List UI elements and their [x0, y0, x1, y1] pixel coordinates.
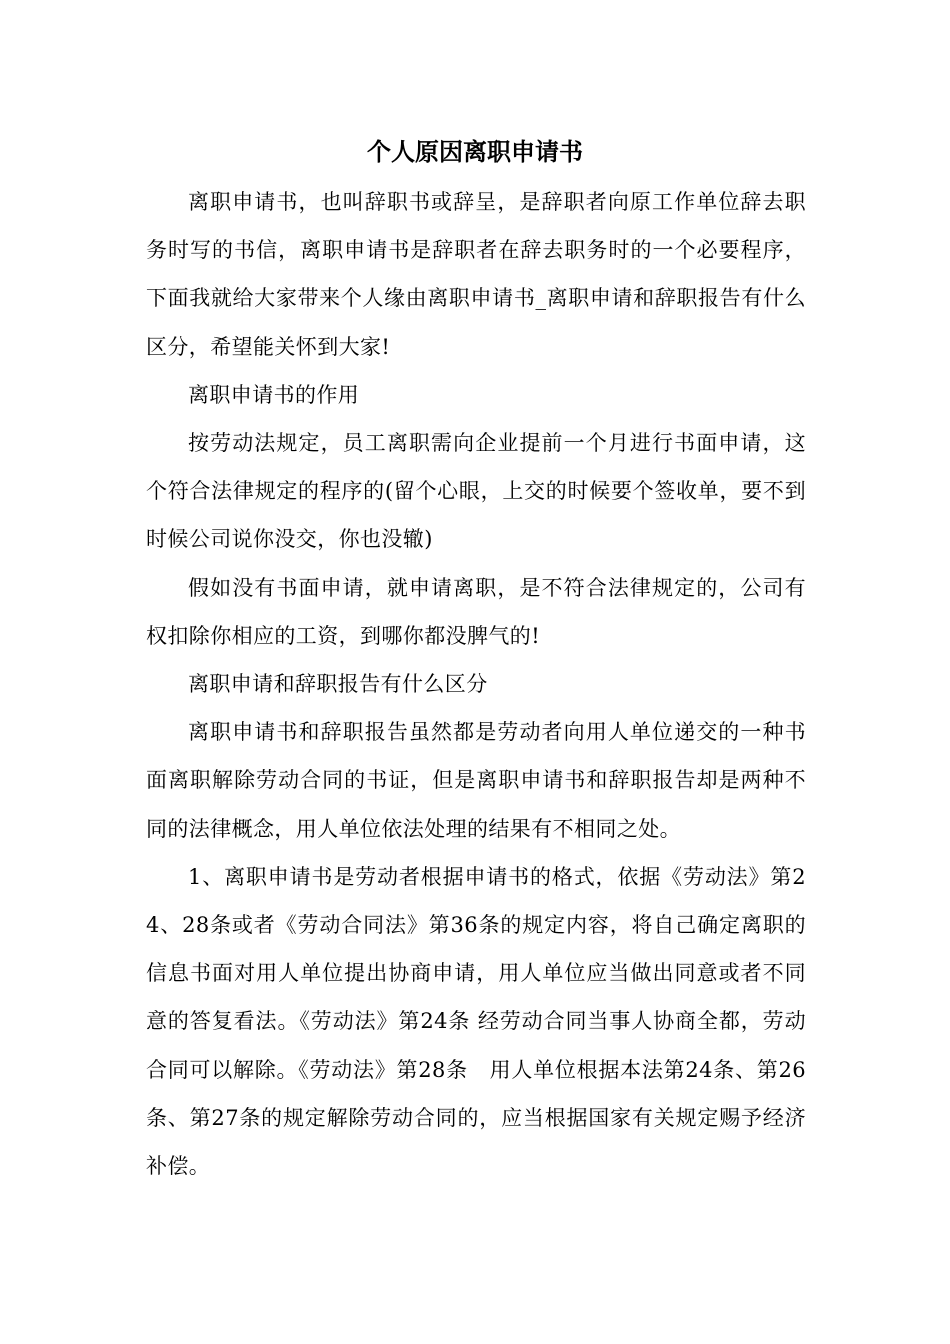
section-heading-purpose: 离职申请书的作用 [188, 382, 360, 407]
section-heading-difference: 离职申请和辞职报告有什么区分 [188, 672, 488, 697]
paragraph-difference: 离职申请书和辞职报告虽然都是劳动者向用人单位递交的一种书面离职解除劳动合同的书证，但是离职申请书和辞职报告却是两种不同的法律概念，用人单位依法处理的结果有不相同之处。 [146, 720, 806, 841]
paragraph-point-1: 1、离职申请书是劳动者根据申请书的格式，依据《劳动法》第24、28条或者《劳动合同法》第36条的规定内容，将自己确定离职的信息书面对用人单位提出协商申请，用人单位应当做出同意或者不同意的答复看法。《劳动法》第24条 经劳动合同当事人协商全都，劳动合同可以解除。《劳动法》第28条 用人单位根据本法第24条、第26条、第27条的规定解除劳动合同的，应当根据国家有关规定赐予经济补偿。 [146, 864, 806, 1179]
paragraph-no-written-request: 假如没有书面申请，就申请离职，是不符合法律规定的，公司有权扣除你相应的工资，到哪你都没脾气的! [146, 575, 806, 648]
paragraph-labor-law: 按劳动法规定，员工离职需向企业提前一个月进行书面申请，这个符合法律规定的程序的(留个心眼，上交的时候要个签收单，要不到时候公司说你没交，你也没辙) [146, 431, 806, 552]
document-title: 个人原因离职申请书 [367, 138, 583, 166]
paragraph-intro: 离职申请书，也叫辞职书或辞呈，是辞职者向原工作单位辞去职务时写的书信，离职申请书是辞职者在辞去职务时的一个必要程序，下面我就给大家带来个人缘由离职申请书_离职申请和辞职报告有什么区分，希望能关怀到大家! [146, 190, 806, 359]
document-body [146, 178, 806, 1190]
